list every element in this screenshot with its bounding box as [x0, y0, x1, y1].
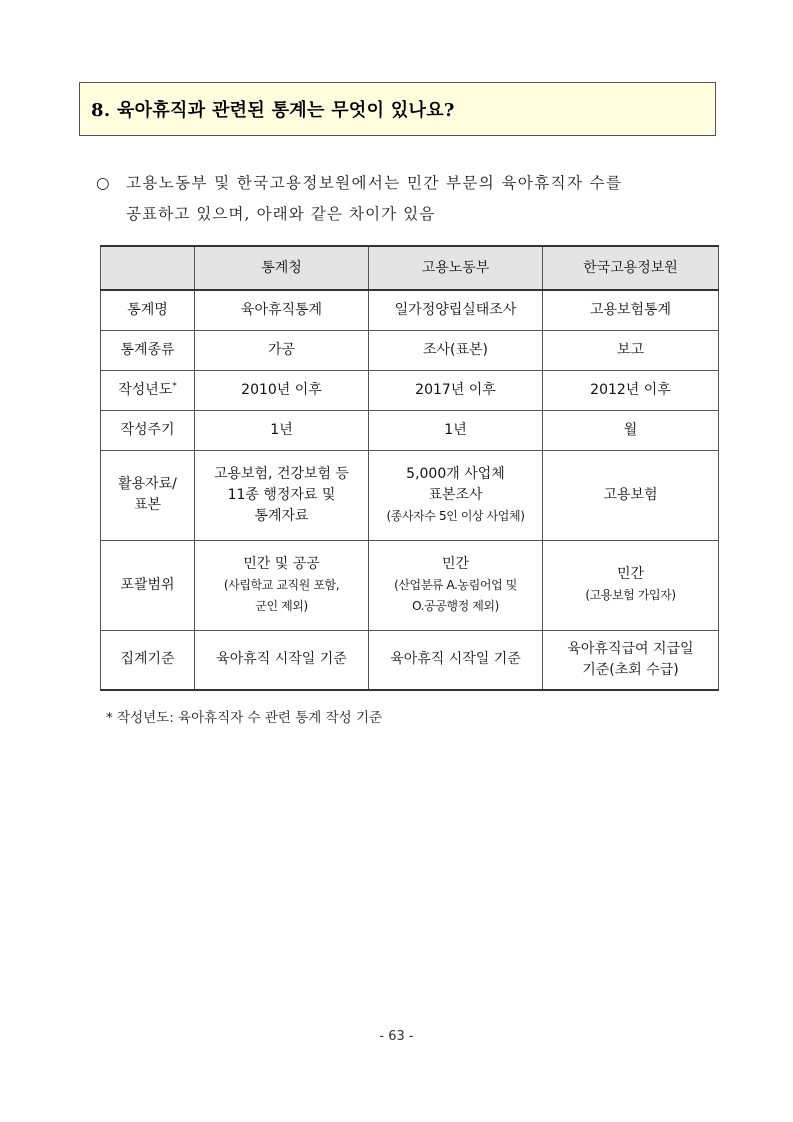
row-label: 집계기준 — [101, 630, 195, 690]
table-footnote: * 작성년도: 육아휴직자 수 관련 통계 작성 기준 — [106, 710, 383, 726]
table-cell: 1년 — [195, 410, 369, 450]
table-row — [101, 540, 719, 630]
table-cell: 조사(표본) — [369, 330, 543, 370]
table-cell: 2010년 이후 — [195, 370, 369, 410]
table-cell: 가공 — [195, 330, 369, 370]
cell-line: (종사자수 5인 이상 사업체) — [386, 508, 525, 523]
cell-line: O.공공행정 제외) — [412, 598, 499, 613]
cell-line: 11종 행정자료 및 — [227, 486, 336, 503]
table-cell — [543, 630, 719, 690]
cell-line: 5,000개 사업체 — [406, 465, 505, 482]
table-row — [101, 450, 719, 540]
row-label: 통계종류 — [101, 330, 195, 370]
table-cell — [195, 540, 369, 630]
table-cell: 보고 — [543, 330, 719, 370]
table-cell — [543, 540, 719, 630]
table-cell: 일가정양립실태조사 — [369, 290, 543, 330]
cell-line: (사립학교 교직원 포함, — [223, 577, 340, 592]
table-row — [101, 410, 719, 450]
cell-line: 민간 — [616, 566, 645, 582]
cell-line: (산업분류 A.농림어업 및 — [394, 577, 517, 592]
table-cell: 2012년 이후 — [543, 370, 719, 410]
table-cell — [369, 540, 543, 630]
row-label-line: 활용자료/ — [118, 476, 177, 492]
table-cell — [369, 450, 543, 540]
table-header-statistics-korea: 통계청 — [195, 246, 369, 290]
table-cell: 육아휴직통계 — [195, 290, 369, 330]
table-row — [101, 630, 719, 690]
table-header-employment-info-service: 한국고용정보원 — [543, 246, 719, 290]
bullet-mark-icon: ○ — [96, 174, 110, 192]
cell-line: 육아휴직급여 지급일 — [567, 640, 694, 657]
row-label — [101, 450, 195, 540]
table-row — [101, 370, 719, 410]
row-label: 포괄범위 — [101, 540, 195, 630]
table-cell: 1년 — [369, 410, 543, 450]
cell-line: 민간 및 공공 — [243, 555, 320, 572]
table-cell: 육아휴직 시작일 기준 — [369, 630, 543, 690]
table-header-corner — [101, 246, 195, 290]
cell-line: 표본조사 — [428, 486, 483, 503]
footnote-marker: * — [172, 380, 177, 391]
bullet-paragraph — [96, 168, 726, 230]
table-row — [101, 330, 719, 370]
table-cell — [195, 450, 369, 540]
section-title: 8. 육아휴직과 관련된 통계는 무엇이 있나요? — [91, 100, 455, 121]
page-number: - 63 - — [379, 1029, 414, 1044]
table-cell: 육아휴직 시작일 기준 — [195, 630, 369, 690]
statistics-comparison-table — [100, 245, 719, 691]
cell-line: 고용보험, 건강보험 등 — [213, 465, 350, 482]
row-label-line: 표본 — [133, 497, 162, 513]
row-label: 통계명 — [101, 290, 195, 330]
row-label: 작성주기 — [101, 410, 195, 450]
row-label-with-footnote — [101, 370, 195, 410]
cell-line: 통계자료 — [254, 507, 309, 524]
table-cell: 월 — [543, 410, 719, 450]
cell-line: 기준(초회 수급) — [582, 661, 679, 678]
cell-line: (고용보험 가입자) — [585, 588, 676, 602]
cell-line: 군인 제외) — [255, 598, 308, 613]
table-cell: 2017년 이후 — [369, 370, 543, 410]
bullet-line-2: 공표하고 있으며, 아래와 같은 차이가 있음 — [126, 205, 436, 223]
cell-line: 민간 — [441, 555, 470, 572]
table-row — [101, 290, 719, 330]
row-label-text: 작성년도 — [118, 381, 173, 398]
section-title-box — [79, 82, 716, 136]
table-cell: 고용보험 — [543, 450, 719, 540]
bullet-line-1: 고용노동부 및 한국고용정보원에서는 민간 부문의 육아휴직자 수를 — [126, 174, 623, 192]
table-header-row — [101, 246, 719, 290]
table-header-ministry-of-labor: 고용노동부 — [369, 246, 543, 290]
table-cell: 고용보험통계 — [543, 290, 719, 330]
